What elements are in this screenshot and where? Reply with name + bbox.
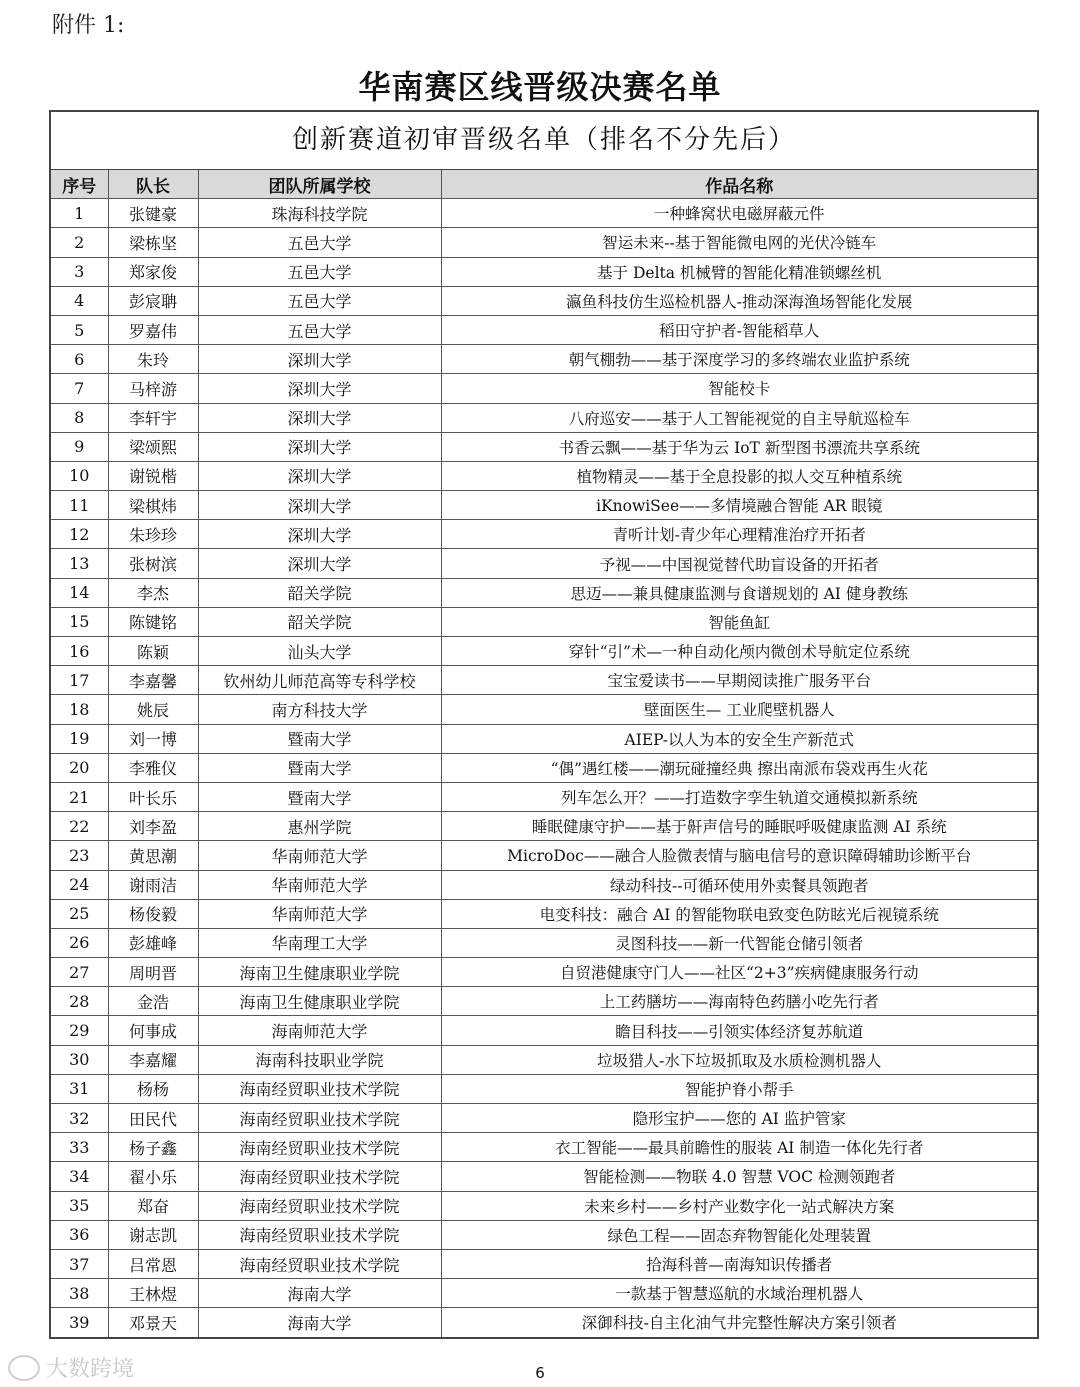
cell-index: 17 xyxy=(51,666,108,695)
cell-project: AIEP-以人为本的安全生产新范式 xyxy=(441,724,1037,753)
cell-school: 海南经贸职业技术学院 xyxy=(198,1162,441,1191)
cell-project: 深御科技-自主化油气井完整性解决方案引领者 xyxy=(441,1308,1037,1337)
cell-school: 海南经贸职业技术学院 xyxy=(198,1104,441,1133)
cell-project: 基于 Delta 机械臂的智能化精准锁螺丝机 xyxy=(441,257,1037,286)
cell-index: 16 xyxy=(51,637,108,666)
cell-index: 32 xyxy=(51,1104,108,1133)
cell-index: 30 xyxy=(51,1045,108,1074)
cell-index: 19 xyxy=(51,724,108,753)
cell-captain: 李雅仪 xyxy=(108,753,198,782)
cell-index: 9 xyxy=(51,432,108,461)
cell-school: 南方科技大学 xyxy=(198,695,441,724)
cell-school: 海南经贸职业技术学院 xyxy=(198,1074,441,1103)
cell-project: 自贸港健康守门人——社区“2+3”疾病健康服务行动 xyxy=(441,958,1037,987)
cell-school: 五邑大学 xyxy=(198,228,441,257)
cell-index: 33 xyxy=(51,1133,108,1162)
cell-school: 海南师范大学 xyxy=(198,1016,441,1045)
table-row xyxy=(51,432,1037,461)
cell-index: 5 xyxy=(51,315,108,344)
cell-captain: 刘李盈 xyxy=(108,812,198,841)
table-row xyxy=(51,578,1037,607)
column-header-captain: 队长 xyxy=(108,170,198,199)
table-row xyxy=(51,870,1037,899)
cell-captain: 梁栋坚 xyxy=(108,228,198,257)
cell-captain: 朱珍珍 xyxy=(108,520,198,549)
cell-captain: 张键豪 xyxy=(108,199,198,228)
cell-school: 华南师范大学 xyxy=(198,870,441,899)
cell-index: 6 xyxy=(51,345,108,374)
watermark-text: 大数跨境 xyxy=(46,1357,135,1382)
table-row xyxy=(51,637,1037,666)
cell-project: 宝宝爱读书——早期阅读推广服务平台 xyxy=(441,666,1037,695)
cell-project: 智能检测——物联 4.0 智慧 VOC 检测领跑者 xyxy=(441,1162,1037,1191)
page-title: 华南赛区线晋级决赛名单 xyxy=(358,68,722,106)
cell-index: 3 xyxy=(51,257,108,286)
cell-project: 稻田守护者-智能稻草人 xyxy=(441,315,1037,344)
cell-school: 暨南大学 xyxy=(198,753,441,782)
table-row xyxy=(51,257,1037,286)
cell-project: 一款基于智慧巡航的水域治理机器人 xyxy=(441,1279,1037,1308)
cell-project: 绿动科技--可循环使用外卖餐具领跑者 xyxy=(441,870,1037,899)
table-row xyxy=(51,695,1037,724)
cell-captain: 谢志凯 xyxy=(108,1220,198,1249)
table-row xyxy=(51,607,1037,636)
cell-index: 29 xyxy=(51,1016,108,1045)
cell-index: 25 xyxy=(51,899,108,928)
column-header-school: 团队所属学校 xyxy=(198,170,441,199)
table-row xyxy=(51,1249,1037,1278)
cell-school: 海南经贸职业技术学院 xyxy=(198,1220,441,1249)
cell-school: 深圳大学 xyxy=(198,520,441,549)
cell-captain: 周明晋 xyxy=(108,958,198,987)
cell-project: 思迈——兼具健康监测与食谱规划的 AI 健身教练 xyxy=(441,578,1037,607)
table-body xyxy=(51,199,1037,1337)
cell-index: 18 xyxy=(51,695,108,724)
cell-project: 垃圾猎人-水下垃圾抓取及水质检测机器人 xyxy=(441,1045,1037,1074)
table-row xyxy=(51,374,1037,403)
cell-project: 灵图科技——新一代智能仓储引领者 xyxy=(441,928,1037,957)
cell-project: 予视——中国视觉替代助盲设备的开拓者 xyxy=(441,549,1037,578)
cell-captain: 吕常恩 xyxy=(108,1249,198,1278)
cell-index: 23 xyxy=(51,841,108,870)
cell-school: 深圳大学 xyxy=(198,374,441,403)
table-header-row xyxy=(51,170,1037,199)
cell-school: 五邑大学 xyxy=(198,315,441,344)
cell-project: 隐形宝护——您的 AI 监护管家 xyxy=(441,1104,1037,1133)
cell-index: 2 xyxy=(51,228,108,257)
table-row xyxy=(51,1104,1037,1133)
cell-school: 海南卫生健康职业学院 xyxy=(198,987,441,1016)
cell-index: 11 xyxy=(51,491,108,520)
cell-captain: 谢锐楷 xyxy=(108,461,198,490)
cell-captain: 郑家俊 xyxy=(108,257,198,286)
cell-index: 14 xyxy=(51,578,108,607)
cell-index: 22 xyxy=(51,812,108,841)
table-row xyxy=(51,1308,1037,1337)
cell-project: MicroDoc——融合人脸微表情与脑电信号的意识障碍辅助诊断平台 xyxy=(441,841,1037,870)
cell-index: 7 xyxy=(51,374,108,403)
cell-school: 海南经贸职业技术学院 xyxy=(198,1133,441,1162)
cell-school: 华南师范大学 xyxy=(198,899,441,928)
table-row xyxy=(51,841,1037,870)
cell-captain: 陈颖 xyxy=(108,637,198,666)
cell-captain: 李嘉馨 xyxy=(108,666,198,695)
cell-project: 未来乡村——乡村产业数字化一站式解决方案 xyxy=(441,1191,1037,1220)
cell-project: 八府巡安——基于人工智能视觉的自主导航巡检车 xyxy=(441,403,1037,432)
cell-captain: 陈键铭 xyxy=(108,607,198,636)
cell-captain: 叶长乐 xyxy=(108,782,198,811)
cell-project: 智能护脊小帮手 xyxy=(441,1074,1037,1103)
cell-school: 暨南大学 xyxy=(198,782,441,811)
cell-captain: 马梓游 xyxy=(108,374,198,403)
cell-project: 智运未来--基于智能微电网的光伏冷链车 xyxy=(441,228,1037,257)
cell-index: 10 xyxy=(51,461,108,490)
table-row xyxy=(51,1045,1037,1074)
cell-captain: 谢雨洁 xyxy=(108,870,198,899)
table-row xyxy=(51,403,1037,432)
cell-school: 深圳大学 xyxy=(198,461,441,490)
cell-captain: 郑奋 xyxy=(108,1191,198,1220)
cell-school: 海南科技职业学院 xyxy=(198,1045,441,1074)
cell-captain: 金浩 xyxy=(108,987,198,1016)
table-row xyxy=(51,286,1037,315)
cell-project: 睡眠健康守护——基于鼾声信号的睡眠呼吸健康监测 AI 系统 xyxy=(441,812,1037,841)
cell-captain: 姚辰 xyxy=(108,695,198,724)
cell-captain: 李嘉耀 xyxy=(108,1045,198,1074)
table-row xyxy=(51,1279,1037,1308)
cell-index: 13 xyxy=(51,549,108,578)
cell-school: 五邑大学 xyxy=(198,286,441,315)
cell-captain: 张树滨 xyxy=(108,549,198,578)
cell-project: 书香云飘——基于华为云 IoT 新型图书漂流共享系统 xyxy=(441,432,1037,461)
table-row xyxy=(51,666,1037,695)
cell-index: 35 xyxy=(51,1191,108,1220)
cell-school: 韶关学院 xyxy=(198,607,441,636)
cell-project: 拾海科普—南海知识传播者 xyxy=(441,1249,1037,1278)
cell-school: 海南大学 xyxy=(198,1279,441,1308)
table-row xyxy=(51,491,1037,520)
attachment-label: 附件 1: xyxy=(52,13,125,38)
cell-school: 暨南大学 xyxy=(198,724,441,753)
cell-project: 壁面医生— 工业爬壁机器人 xyxy=(441,695,1037,724)
table-row xyxy=(51,753,1037,782)
table-row xyxy=(51,724,1037,753)
table-row xyxy=(51,987,1037,1016)
table-row xyxy=(51,199,1037,228)
cell-project: 青听计划-青少年心理精准治疗开拓者 xyxy=(441,520,1037,549)
cell-index: 4 xyxy=(51,286,108,315)
cell-index: 36 xyxy=(51,1220,108,1249)
cell-school: 海南经贸职业技术学院 xyxy=(198,1191,441,1220)
cell-project: 瞻目科技——引领实体经济复苏航道 xyxy=(441,1016,1037,1045)
cell-project: 智能鱼缸 xyxy=(441,607,1037,636)
table-row xyxy=(51,520,1037,549)
cell-school: 深圳大学 xyxy=(198,549,441,578)
cell-index: 31 xyxy=(51,1074,108,1103)
cell-captain: 王林煜 xyxy=(108,1279,198,1308)
cell-school: 华南理工大学 xyxy=(198,928,441,957)
ranking-table-container xyxy=(49,110,1039,1339)
cell-index: 1 xyxy=(51,199,108,228)
table-row xyxy=(51,1162,1037,1191)
cell-index: 8 xyxy=(51,403,108,432)
table-row xyxy=(51,1220,1037,1249)
cell-index: 26 xyxy=(51,928,108,957)
cell-captain: 翟小乐 xyxy=(108,1162,198,1191)
cell-captain: 梁棋炜 xyxy=(108,491,198,520)
table-row xyxy=(51,315,1037,344)
cell-school: 惠州学院 xyxy=(198,812,441,841)
cell-captain: 田民代 xyxy=(108,1104,198,1133)
cell-project: 智能校卡 xyxy=(441,374,1037,403)
cell-index: 37 xyxy=(51,1249,108,1278)
cell-index: 34 xyxy=(51,1162,108,1191)
cell-school: 海南经贸职业技术学院 xyxy=(198,1249,441,1278)
cell-school: 深圳大学 xyxy=(198,432,441,461)
table-row xyxy=(51,1016,1037,1045)
cell-index: 20 xyxy=(51,753,108,782)
table-row xyxy=(51,549,1037,578)
column-header-index: 序号 xyxy=(51,170,108,199)
cell-captain: 杨子鑫 xyxy=(108,1133,198,1162)
cell-project: 电变科技：融合 AI 的智能物联电致变色防眩光后视镜系统 xyxy=(441,899,1037,928)
cell-project: 朝气棚勃——基于深度学习的多终端农业监护系统 xyxy=(441,345,1037,374)
cell-school: 五邑大学 xyxy=(198,257,441,286)
cell-captain: 彭宸聃 xyxy=(108,286,198,315)
cell-captain: 李杰 xyxy=(108,578,198,607)
table-row xyxy=(51,782,1037,811)
cell-project: 列车怎么开？——打造数字孪生轨道交通模拟新系统 xyxy=(441,782,1037,811)
cell-project: 瀛鱼科技仿生巡检机器人-推动深海渔场智能化发展 xyxy=(441,286,1037,315)
table-row xyxy=(51,228,1037,257)
cell-index: 21 xyxy=(51,782,108,811)
cell-school: 海南大学 xyxy=(198,1308,441,1337)
page-number: 6 xyxy=(535,1364,545,1382)
cell-captain: 彭雄峰 xyxy=(108,928,198,957)
cell-index: 27 xyxy=(51,958,108,987)
table-row xyxy=(51,1133,1037,1162)
cell-school: 深圳大学 xyxy=(198,345,441,374)
table-row xyxy=(51,461,1037,490)
table-row xyxy=(51,345,1037,374)
cell-school: 珠海科技学院 xyxy=(198,199,441,228)
table-row xyxy=(51,958,1037,987)
cell-index: 15 xyxy=(51,607,108,636)
cell-school: 汕头大学 xyxy=(198,637,441,666)
cell-index: 12 xyxy=(51,520,108,549)
cell-school: 深圳大学 xyxy=(198,403,441,432)
cell-school: 海南卫生健康职业学院 xyxy=(198,958,441,987)
cell-project: 植物精灵——基于全息投影的拟人交互种植系统 xyxy=(441,461,1037,490)
table-row xyxy=(51,928,1037,957)
cell-project: 衣工智能——最具前瞻性的服装 AI 制造一体化先行者 xyxy=(441,1133,1037,1162)
cell-project: 绿色工程——固态弃物智能化处理装置 xyxy=(441,1220,1037,1249)
cell-captain: 刘一博 xyxy=(108,724,198,753)
cell-captain: 罗嘉伟 xyxy=(108,315,198,344)
column-header-project: 作品名称 xyxy=(441,170,1037,199)
cell-captain: 邓景天 xyxy=(108,1308,198,1337)
cell-school: 韶关学院 xyxy=(198,578,441,607)
cell-captain: 何事成 xyxy=(108,1016,198,1045)
ranking-table xyxy=(51,170,1037,1337)
table-row xyxy=(51,899,1037,928)
cell-captain: 杨俊毅 xyxy=(108,899,198,928)
cell-captain: 李轩宇 xyxy=(108,403,198,432)
cell-index: 39 xyxy=(51,1308,108,1337)
cell-school: 华南师范大学 xyxy=(198,841,441,870)
cell-index: 38 xyxy=(51,1279,108,1308)
cell-project: iKnowiSee——多情境融合智能 AR 眼镜 xyxy=(441,491,1037,520)
cell-school: 钦州幼儿师范高等专科学校 xyxy=(198,666,441,695)
table-row xyxy=(51,812,1037,841)
cell-index: 24 xyxy=(51,870,108,899)
cell-captain: 杨杨 xyxy=(108,1074,198,1103)
table-subtitle: 创新赛道初审晋级名单（排名不分先后） xyxy=(51,112,1037,170)
table-row xyxy=(51,1191,1037,1220)
cell-captain: 黄思潮 xyxy=(108,841,198,870)
cell-school: 深圳大学 xyxy=(198,491,441,520)
cell-captain: 梁颂熙 xyxy=(108,432,198,461)
cell-index: 28 xyxy=(51,987,108,1016)
cell-project: 一种蜂窝状电磁屏蔽元件 xyxy=(441,199,1037,228)
cell-project: “偶”遇红楼——潮玩碰撞经典 擦出南派布袋戏再生火花 xyxy=(441,753,1037,782)
cell-captain: 朱玲 xyxy=(108,345,198,374)
cell-project: 上工药膳坊——海南特色药膳小吃先行者 xyxy=(441,987,1037,1016)
cell-project: 穿针“引”术—一种自动化颅内微创术导航定位系统 xyxy=(441,637,1037,666)
table-row xyxy=(51,1074,1037,1103)
